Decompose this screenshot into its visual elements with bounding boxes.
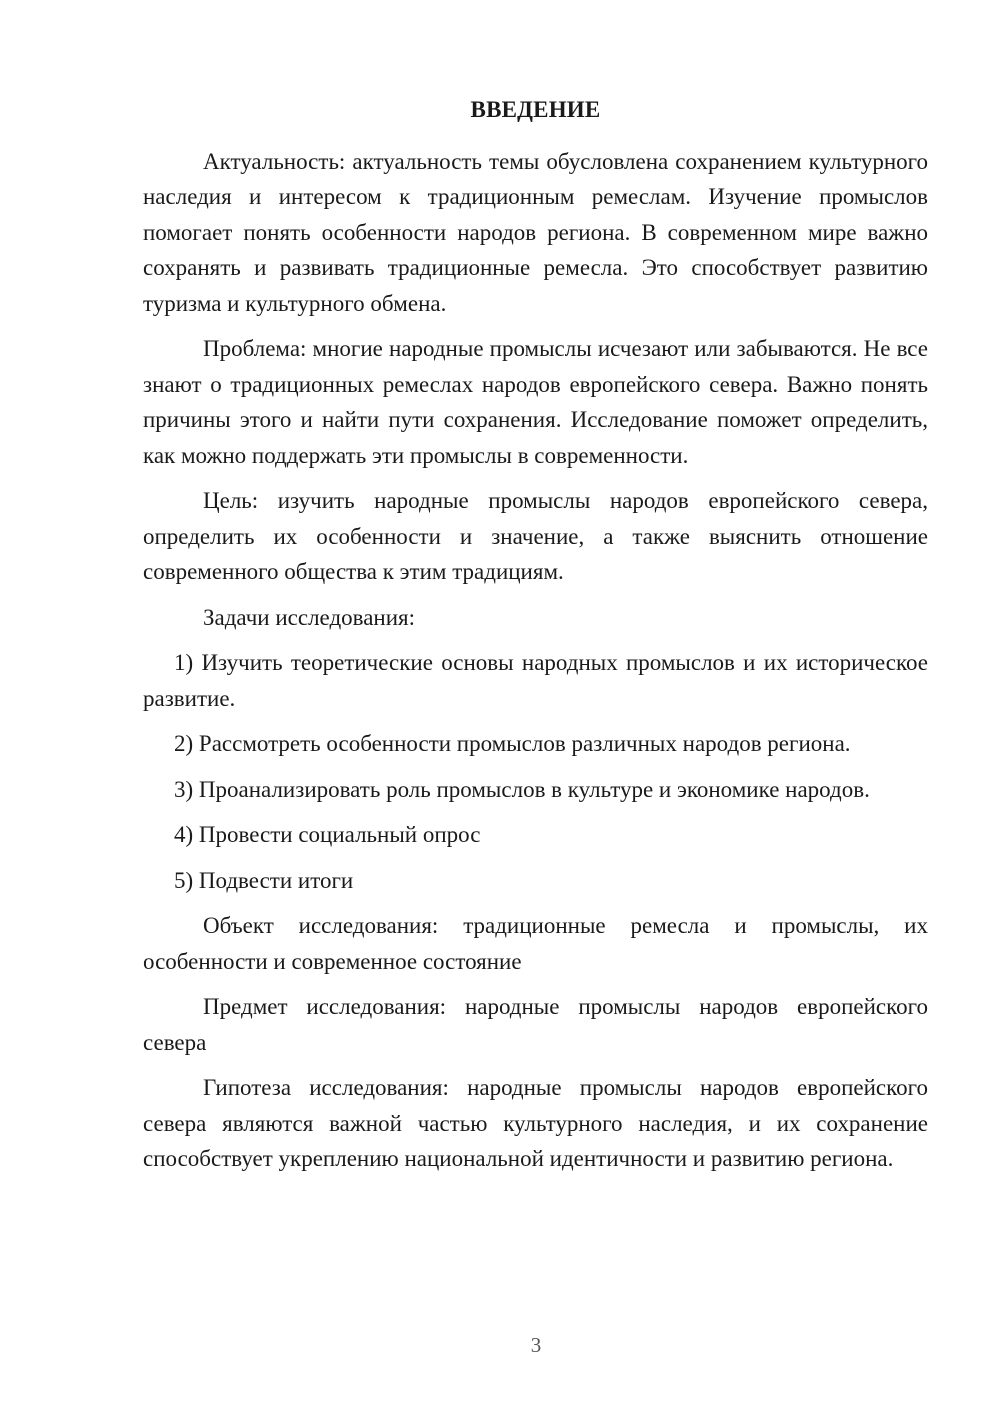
page-number: 3: [530, 1333, 542, 1357]
object-paragraph: Объект исследования: традиционные ремесла и промыслы, их особенности и современное состояние: [143, 913, 928, 974]
task-item-4: 4) Провести социальный опрос: [174, 822, 481, 847]
hypothesis-paragraph: Гипотеза исследования: народные промыслы народов европейского севера являются важной частью культурного наследия, и их сохранение способствует укреплению национальной идентичности и развитию региона.: [143, 1075, 928, 1171]
relevance-paragraph: Актуальность: актуальность темы обусловлена сохранением культурного наследия и интересом к традиционным ремеслам. Изучение промыслов помогает понять особенности народов региона. В современном мире важно сохранять и развивать традиционные ремесла. Это способствует развитию туризма и культурного обмена.: [143, 148, 928, 316]
problem-paragraph: Проблема: многие народные промыслы исчезают или забываются. Не все знают о традиционных ремеслах народов европейского севера. Важно понять причины этого и найти пути сохранения. Исследование поможет определить, как можно поддержать эти промыслы в современности.: [143, 336, 928, 468]
task-item-3: 3) Проанализировать роль промыслов в культуре и экономике народов.: [174, 776, 870, 802]
subject-paragraph: Предмет исследования: народные промыслы народов европейского севера: [143, 994, 928, 1055]
task-item-2: 2) Рассмотреть особенности промыслов различных народов региона.: [174, 731, 851, 756]
page-content: [143, 92, 928, 1187]
page-title: ВВЕДЕНИЕ: [470, 97, 601, 122]
task-item-1: 1) Изучить теоретические основы народных промыслов и их историческое развитие.: [143, 650, 928, 711]
goal-paragraph: Цель: изучить народные промыслы народов европейского севера, определить их особенности и значение, а также выяснить отношение современного общества к этим традициям.: [143, 488, 928, 584]
tasks-heading: Задачи исследования:: [203, 604, 416, 630]
task-item-5: 5) Подвести итоги: [174, 867, 354, 893]
